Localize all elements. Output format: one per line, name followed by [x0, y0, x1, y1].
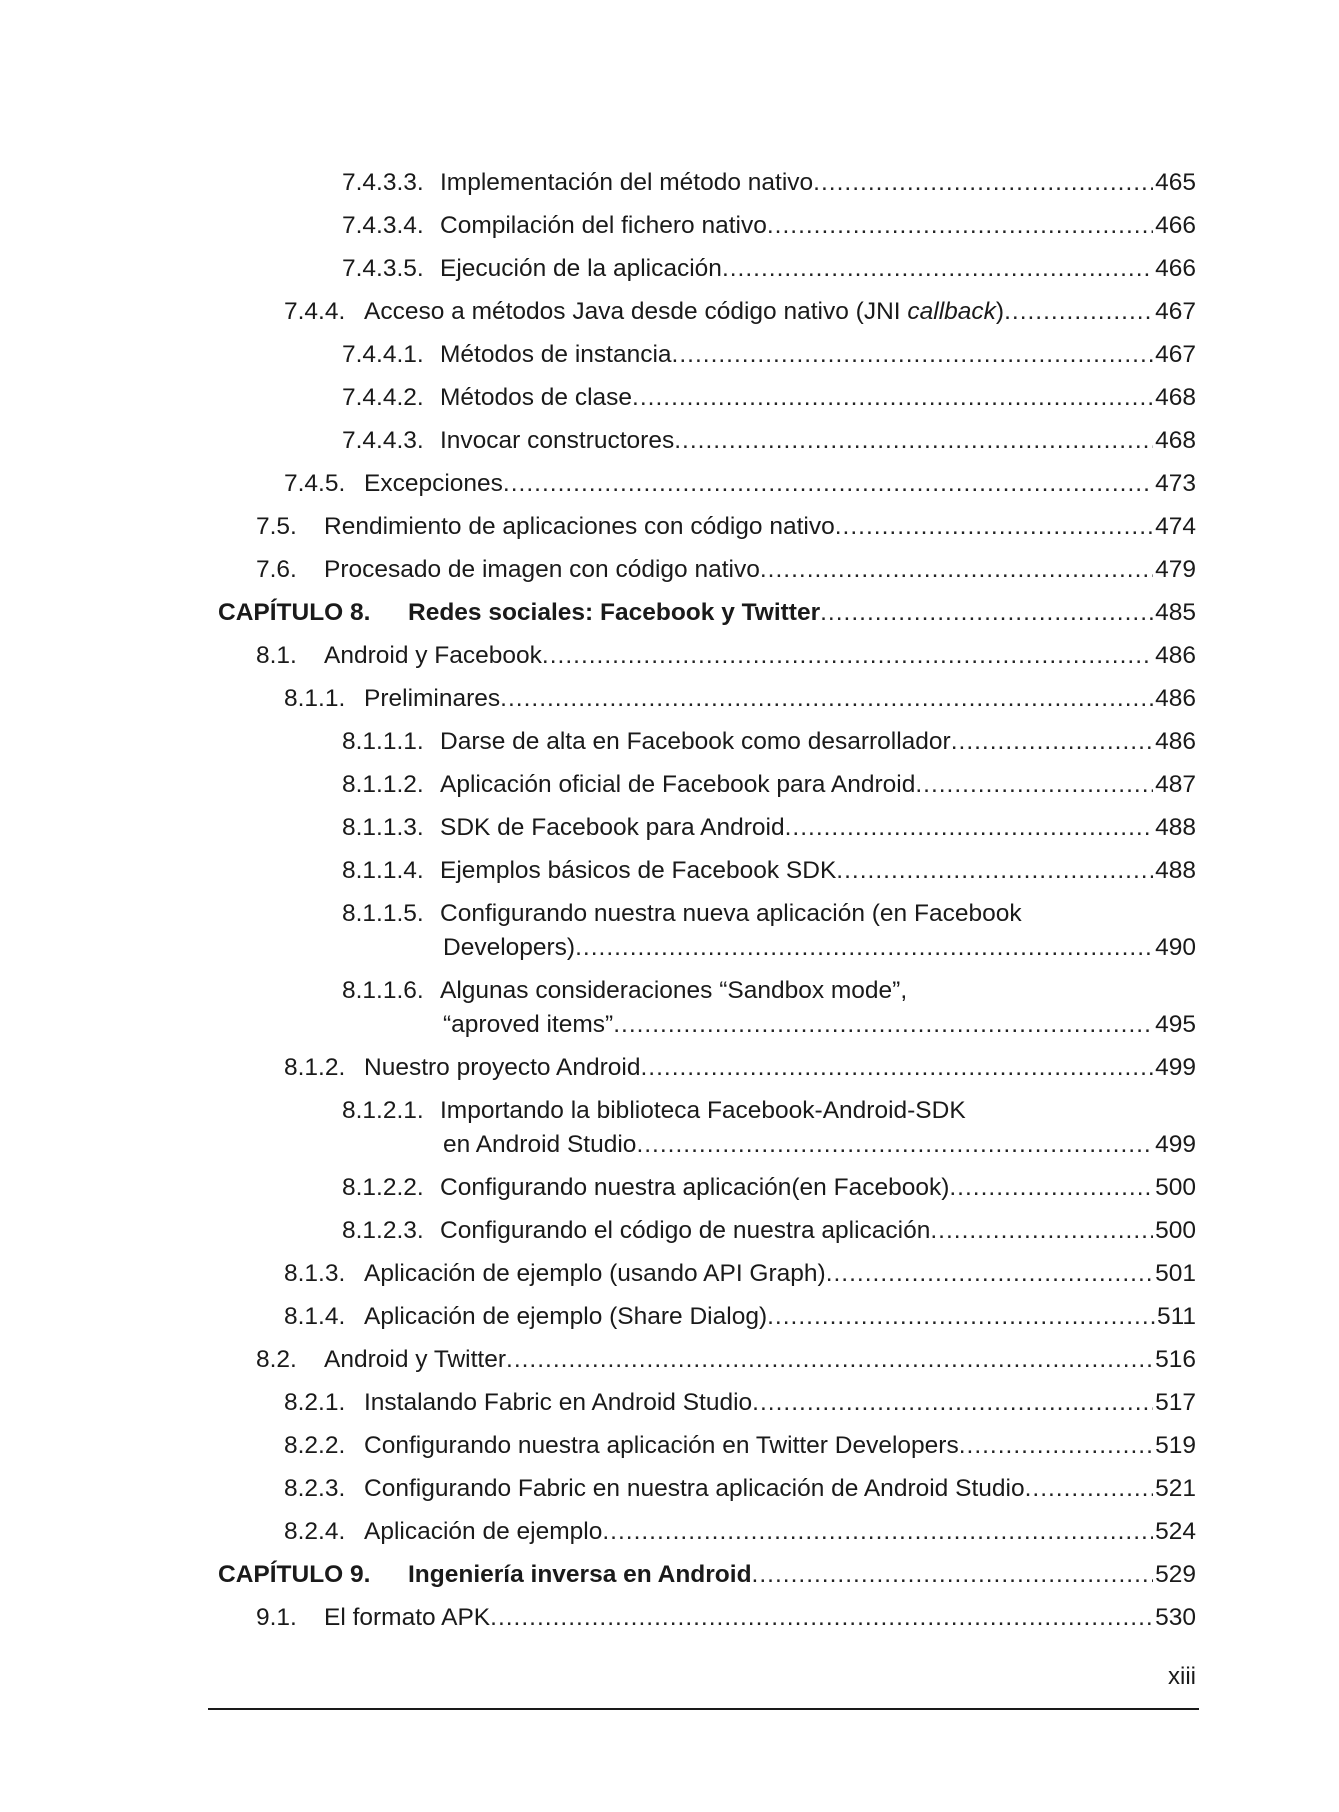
- toc-entry-number: 8.1.2.: [284, 1054, 346, 1081]
- toc-entry[interactable]: [0, 381, 1339, 415]
- dot-leader: [613, 1008, 1153, 1042]
- toc-entry[interactable]: [0, 1257, 1339, 1291]
- toc-entry[interactable]: [0, 1515, 1339, 1549]
- toc-entry-number: 8.2.: [256, 1346, 297, 1373]
- toc-entry-title: Excepciones: [364, 470, 503, 497]
- toc-entry-title-line1: Algunas consideraciones “Sandbox mode”,: [440, 977, 908, 1004]
- toc-entry-title-line1: Importando la biblioteca Facebook-Android-SDK: [440, 1097, 966, 1124]
- dot-leader: [1004, 295, 1153, 329]
- toc-entry-number: 8.1.4.: [284, 1303, 346, 1330]
- toc-entry-number: 8.1.1.1.: [342, 728, 424, 755]
- toc-entry-title: Configurando el código de nuestra aplicación: [440, 1217, 931, 1244]
- toc-entry-title: Rendimiento de aplicaciones con código nativo: [324, 513, 835, 540]
- toc-entry-number: 9.1.: [256, 1604, 297, 1631]
- toc-entry-page: 468: [1155, 384, 1196, 411]
- dot-leader: [930, 1214, 1153, 1248]
- toc-entry-title: Métodos de instancia: [440, 341, 672, 368]
- dot-leader: [760, 553, 1153, 587]
- toc-entry-number: 7.5.: [256, 513, 297, 540]
- dot-leader: [785, 811, 1154, 845]
- dot-leader: [640, 1051, 1153, 1085]
- toc-entry[interactable]: [0, 1214, 1339, 1248]
- toc-entry-page: 466: [1155, 212, 1196, 239]
- toc-entry-number: 7.6.: [256, 556, 297, 583]
- toc-entry-number: 7.4.5.: [284, 470, 346, 497]
- toc-entry[interactable]: [0, 209, 1339, 243]
- toc-entry[interactable]: [0, 639, 1339, 673]
- toc-chapter-title: Ingeniería inversa en Android: [408, 1561, 752, 1588]
- toc-entry-number: 8.1.1.: [284, 685, 346, 712]
- toc-entry-title: Darse de alta en Facebook como desarrollador: [440, 728, 951, 755]
- dot-leader: [767, 209, 1153, 243]
- dot-leader: [503, 467, 1153, 501]
- toc-entry-title-part: Acceso a métodos Java desde código nativo (JNI: [364, 298, 908, 325]
- toc-chapter-entry[interactable]: [0, 596, 1339, 630]
- toc-entry-page: 516: [1155, 1346, 1196, 1373]
- dot-leader: [542, 639, 1153, 673]
- dot-leader: [490, 1601, 1153, 1635]
- toc-entry-title: Preliminares: [364, 685, 501, 712]
- toc-entry[interactable]: [0, 295, 1339, 329]
- toc-entry[interactable]: [0, 854, 1339, 888]
- toc-entry-number: 8.1.1.3.: [342, 814, 424, 841]
- toc-entry-title: Configurando nuestra aplicación en Twitter Developers: [364, 1432, 959, 1459]
- toc-chapter-number: CAPÍTULO 8.: [218, 599, 371, 626]
- toc-entry-title: Aplicación de ejemplo (usando API Graph): [364, 1260, 826, 1287]
- toc-entry-number: 8.1.1.4.: [342, 857, 424, 884]
- toc-entry[interactable]: [0, 252, 1339, 286]
- toc-entry-number: 7.4.4.: [284, 298, 346, 325]
- dot-leader: [820, 596, 1153, 630]
- toc-entry[interactable]: [0, 338, 1339, 372]
- toc-entry[interactable]: [0, 725, 1339, 759]
- toc-entry-title: Procesado de imagen con código nativo: [324, 556, 760, 583]
- toc-entry-number: 8.2.4.: [284, 1518, 346, 1545]
- toc-entry-title-line2: en Android Studio: [443, 1131, 637, 1158]
- toc-entry-title: Métodos de clase: [440, 384, 633, 411]
- toc-entry[interactable]: [0, 1601, 1339, 1635]
- toc-entry-page: 530: [1155, 1604, 1196, 1631]
- dot-leader: [636, 1128, 1153, 1162]
- toc-entry-page: 500: [1155, 1217, 1196, 1244]
- toc-entry-title: Invocar constructores: [440, 427, 675, 454]
- dot-leader: [915, 768, 1153, 802]
- toc-entry[interactable]: [0, 1051, 1339, 1085]
- dot-leader: [632, 381, 1153, 415]
- toc-entry-number: 8.2.3.: [284, 1475, 346, 1502]
- toc-entry[interactable]: [0, 1429, 1339, 1463]
- toc-entry-title-part: ): [995, 298, 1005, 325]
- dot-leader: [672, 338, 1154, 372]
- dot-leader: [752, 1386, 1153, 1420]
- toc-chapter-entry[interactable]: [0, 1558, 1339, 1592]
- toc-entry[interactable]: [0, 1171, 1339, 1205]
- toc-entry-page: 519: [1155, 1432, 1196, 1459]
- toc-entry-page: 524: [1155, 1518, 1196, 1545]
- dot-leader: [722, 252, 1153, 286]
- toc-chapter-number: CAPÍTULO 9.: [218, 1561, 371, 1588]
- toc-entry[interactable]: [0, 1300, 1339, 1334]
- toc-entry-page: 466: [1155, 255, 1196, 282]
- toc-entry[interactable]: [0, 467, 1339, 501]
- toc-entry[interactable]: [0, 974, 1339, 1042]
- toc-entry-title-italic: callback: [907, 298, 996, 325]
- toc-entry-number: 8.2.1.: [284, 1389, 346, 1416]
- dot-leader: [767, 1300, 1155, 1334]
- toc-entry[interactable]: [0, 897, 1339, 965]
- toc-entry-page: 529: [1155, 1561, 1196, 1588]
- toc-entry-page: 487: [1155, 771, 1196, 798]
- toc-entry-number: 7.4.4.1.: [342, 341, 424, 368]
- page-number: xiii: [1168, 1663, 1196, 1690]
- toc-chapter-title: Redes sociales: Facebook y Twitter: [408, 599, 821, 626]
- toc-entry-number: 8.1.1.5.: [342, 900, 424, 927]
- toc-entry-title-line2: “aproved items”: [443, 1011, 614, 1038]
- toc-entry-number: 8.1.2.1.: [342, 1097, 424, 1124]
- toc-entry-number: 8.1.3.: [284, 1260, 346, 1287]
- toc-entry-title: Nuestro proyecto Android: [364, 1054, 641, 1081]
- toc-entry-title: Compilación del fichero nativo: [440, 212, 767, 239]
- toc-entry[interactable]: [0, 1386, 1339, 1420]
- toc-entry-title: Implementación del método nativo: [440, 169, 814, 196]
- toc-entry-number: 7.4.4.2.: [342, 384, 424, 411]
- toc-entry-page: 517: [1155, 1389, 1196, 1416]
- toc-entry-page: 486: [1155, 728, 1196, 755]
- toc-entry-title: Configurando nuestra aplicación(en Facebook): [440, 1174, 950, 1201]
- toc-entry-number: 8.1.2.2.: [342, 1174, 424, 1201]
- toc-entry-page: 485: [1155, 599, 1196, 626]
- toc-entry-page: 499: [1155, 1131, 1196, 1158]
- toc-entry-page: 468: [1155, 427, 1196, 454]
- toc-entry-number: 8.1.: [256, 642, 297, 669]
- toc-entry-number: 8.2.2.: [284, 1432, 346, 1459]
- dot-leader: [959, 1429, 1153, 1463]
- toc-entry[interactable]: [0, 1343, 1339, 1377]
- toc-entry-title: [364, 295, 1004, 329]
- toc-entry-page: 488: [1155, 857, 1196, 884]
- toc-entry-title: Ejecución de la aplicación: [440, 255, 722, 282]
- toc-entry-title-line1: Configurando nuestra nueva aplicación (en Facebook: [440, 900, 1022, 927]
- toc-entry-page: 499: [1155, 1054, 1196, 1081]
- dot-leader: [826, 1257, 1153, 1291]
- toc-entry-number: 8.1.1.6.: [342, 977, 424, 1004]
- toc-entry-page: 473: [1155, 470, 1196, 497]
- dot-leader: [674, 424, 1153, 458]
- toc-entry-title: Instalando Fabric en Android Studio: [364, 1389, 753, 1416]
- toc-entry-title: Ejemplos básicos de Facebook SDK: [440, 857, 837, 884]
- toc-entry-title: Android y Twitter: [324, 1346, 507, 1373]
- table-of-contents: [0, 166, 1339, 1644]
- toc-entry[interactable]: [0, 424, 1339, 458]
- toc-entry[interactable]: [0, 510, 1339, 544]
- toc-entry-page: 490: [1155, 934, 1196, 961]
- toc-entry[interactable]: [0, 682, 1339, 716]
- toc-entry-title: Configurando Fabric en nuestra aplicación de Android Studio: [364, 1475, 1025, 1502]
- dot-leader: [602, 1515, 1153, 1549]
- toc-entry-number: 8.1.1.2.: [342, 771, 424, 798]
- toc-entry-page: 465: [1155, 169, 1196, 196]
- toc-entry[interactable]: [0, 768, 1339, 802]
- dot-leader: [506, 1343, 1153, 1377]
- toc-entry-title: Android y Facebook: [324, 642, 542, 669]
- toc-entry-title: Aplicación oficial de Facebook para Android: [440, 771, 916, 798]
- toc-entry[interactable]: [0, 1472, 1339, 1506]
- toc-entry-page: 474: [1155, 513, 1196, 540]
- toc-entry-page: 467: [1155, 298, 1196, 325]
- toc-entry-page: 500: [1155, 1174, 1196, 1201]
- toc-entry-number: 7.4.3.4.: [342, 212, 424, 239]
- dot-leader: [836, 854, 1153, 888]
- dot-leader: [835, 510, 1153, 544]
- toc-entry-number: 7.4.3.5.: [342, 255, 424, 282]
- dot-leader: [575, 931, 1153, 965]
- toc-entry[interactable]: [0, 166, 1339, 200]
- dot-leader: [752, 1558, 1154, 1592]
- toc-entry-page: 479: [1155, 556, 1196, 583]
- toc-entry-number: 8.1.2.3.: [342, 1217, 424, 1244]
- dot-leader: [813, 166, 1153, 200]
- dot-leader: [949, 1171, 1153, 1205]
- toc-entry-title-line2: Developers): [443, 934, 576, 961]
- dot-leader: [951, 725, 1153, 759]
- toc-entry-title: Aplicación de ejemplo (Share Dialog): [364, 1303, 768, 1330]
- dot-leader: [1025, 1472, 1154, 1506]
- toc-entry-page: 495: [1155, 1011, 1196, 1038]
- toc-entry-number: 7.4.3.3.: [342, 169, 424, 196]
- toc-entry-title: SDK de Facebook para Android: [440, 814, 785, 841]
- toc-entry[interactable]: [0, 811, 1339, 845]
- toc-entry-page: 501: [1155, 1260, 1196, 1287]
- toc-entry-title: Aplicación de ejemplo: [364, 1518, 603, 1545]
- toc-entry-page: 486: [1155, 642, 1196, 669]
- toc-entry[interactable]: [0, 1094, 1339, 1162]
- dot-leader: [500, 682, 1153, 716]
- toc-entry-page: 511: [1156, 1303, 1196, 1330]
- toc-entry-page: 467: [1155, 341, 1196, 368]
- toc-entry-page: 521: [1155, 1475, 1196, 1502]
- toc-entry-title: El formato APK: [324, 1604, 491, 1631]
- toc-entry[interactable]: [0, 553, 1339, 587]
- footer-divider: [208, 1708, 1199, 1710]
- toc-entry-number: 7.4.4.3.: [342, 427, 424, 454]
- toc-entry-page: 486: [1155, 685, 1196, 712]
- toc-entry-page: 488: [1155, 814, 1196, 841]
